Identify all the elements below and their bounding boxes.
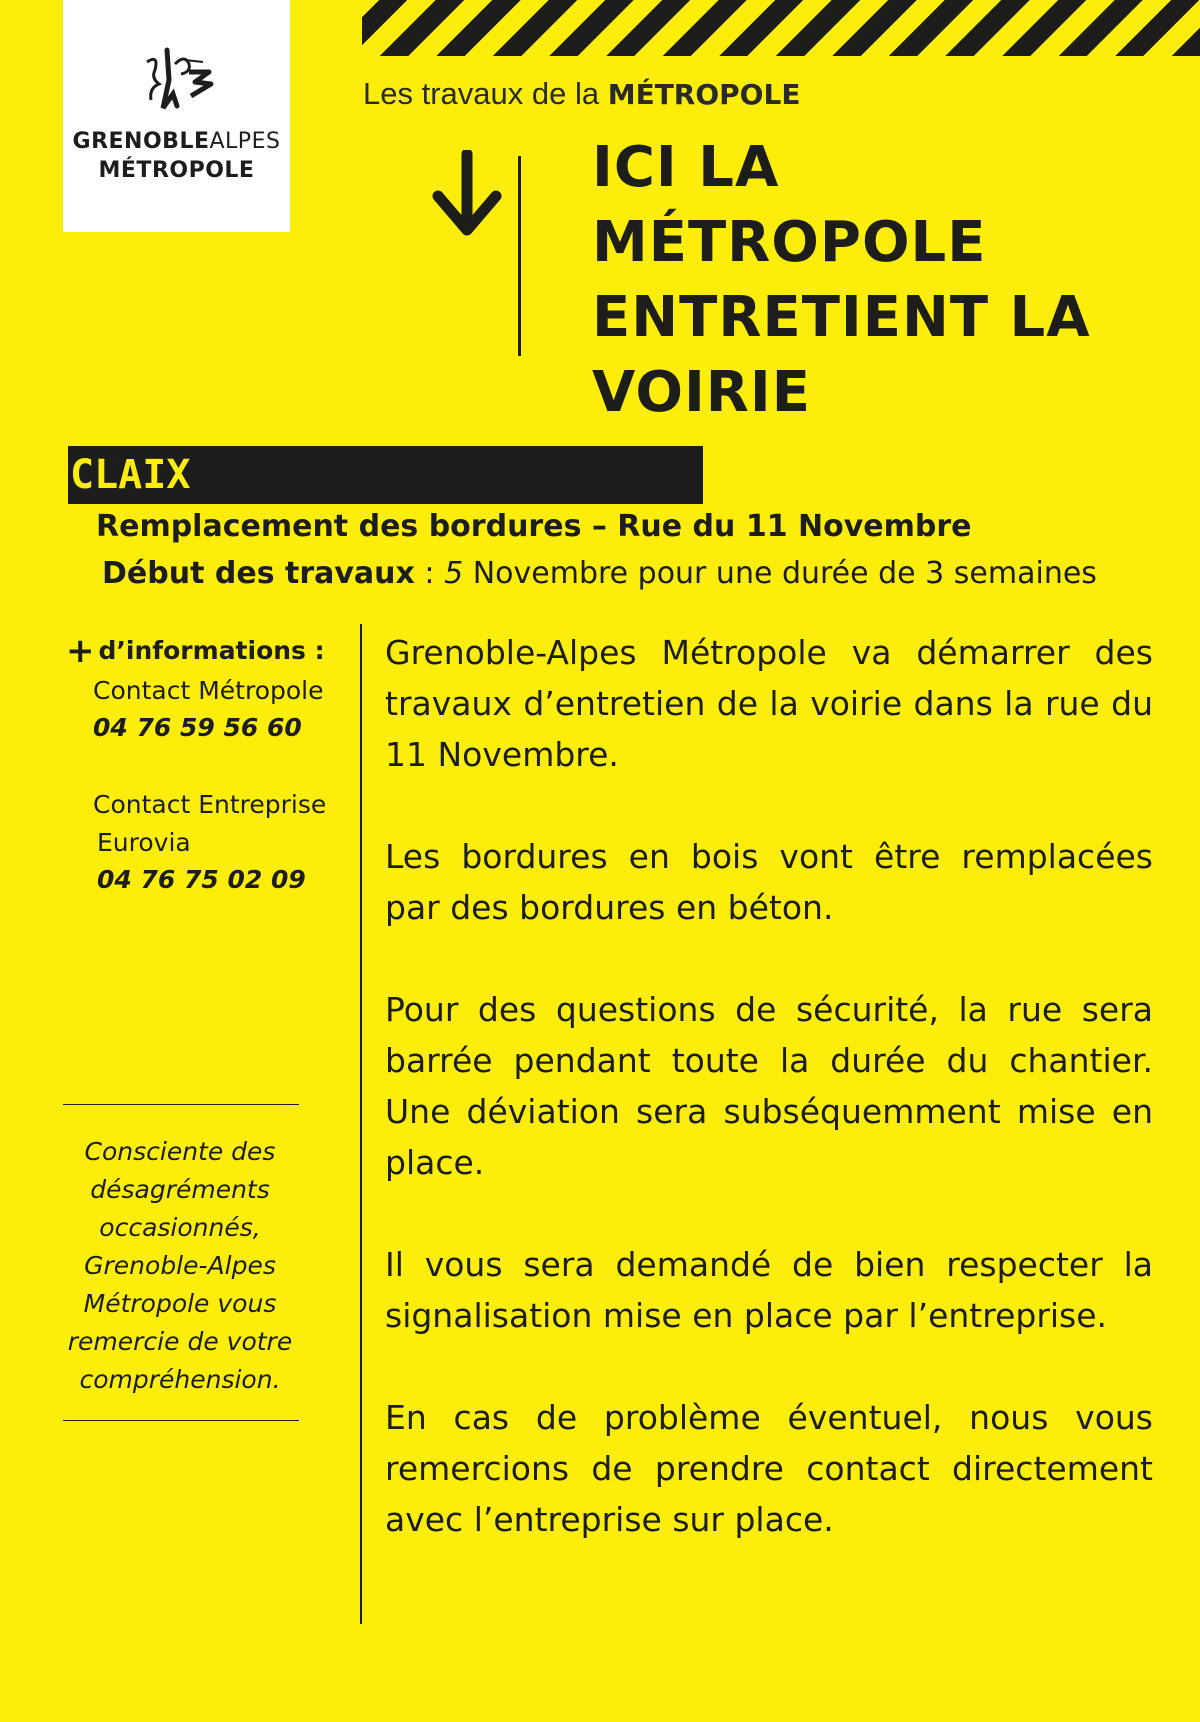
town-name: CLAIX — [70, 452, 191, 498]
column-divider — [360, 624, 362, 1624]
headline-divider — [518, 156, 521, 356]
logo-wordmark-line1: GRENOBLEALPES — [72, 129, 281, 154]
page-title — [592, 130, 1152, 430]
divider — [63, 1104, 299, 1105]
works-subtitle: Remplacement des bordures – Rue du 11 Novembre — [96, 509, 972, 544]
divider — [63, 1420, 299, 1421]
paragraph: Les bordures en bois vont être remplacées par des bordures en béton. — [385, 837, 1153, 927]
contact-entreprise-label: Contact Entreprise — [93, 790, 327, 819]
contact-metropole-label: Contact Métropole — [93, 676, 324, 705]
kicker: Les travaux de la MÉTROPOLE — [363, 76, 801, 111]
paragraph: Il vous sera demandé de bien respecter la signalisation mise en place par l’entreprise. — [385, 1245, 1153, 1335]
headline-line: MÉTROPOLE — [592, 210, 987, 275]
metropole-logo-icon — [129, 44, 225, 126]
location-banner — [68, 446, 703, 504]
contact-entreprise-phone[interactable]: 04 76 75 02 09 — [97, 865, 306, 894]
logo — [63, 0, 290, 232]
notice-body — [385, 627, 1153, 1596]
paragraph: Pour des questions de sécurité, la rue sera barrée pendant toute la durée du chantier. Une déviation sera subséquemment mise en place. — [385, 990, 1153, 1182]
headline-line: ENTRETIENT LA — [592, 285, 1091, 350]
contact-entreprise-company: Eurovia — [97, 828, 191, 857]
logo-wordmark-line2: MÉTROPOLE — [98, 158, 255, 183]
headline-line: VOIRIE — [592, 360, 812, 425]
info-heading: + d’informations : — [66, 631, 325, 671]
thanks-note: Consciente des désagréments occasionnés, Grenoble-Alpes Métropole vous remercie de votre compréhension. — [67, 1137, 293, 1394]
plus-icon: + — [66, 631, 95, 671]
paragraph: En cas de problème éventuel, nous vous remercions de prendre contact directement avec l’entreprise sur place. — [385, 1398, 1153, 1539]
contact-metropole-phone[interactable]: 04 76 59 56 60 — [93, 713, 302, 742]
hazard-stripes — [362, 0, 1200, 56]
works-dates: Début des travaux : 5 Novembre pour une durée de 3 semaines — [102, 556, 1097, 591]
headline-line: ICI LA — [592, 135, 780, 200]
paragraph: Grenoble-Alpes Métropole va démarrer des travaux d’entretien de la voirie dans la rue du 11 Novembre. — [385, 633, 1153, 774]
arrow-down-icon — [430, 150, 504, 240]
